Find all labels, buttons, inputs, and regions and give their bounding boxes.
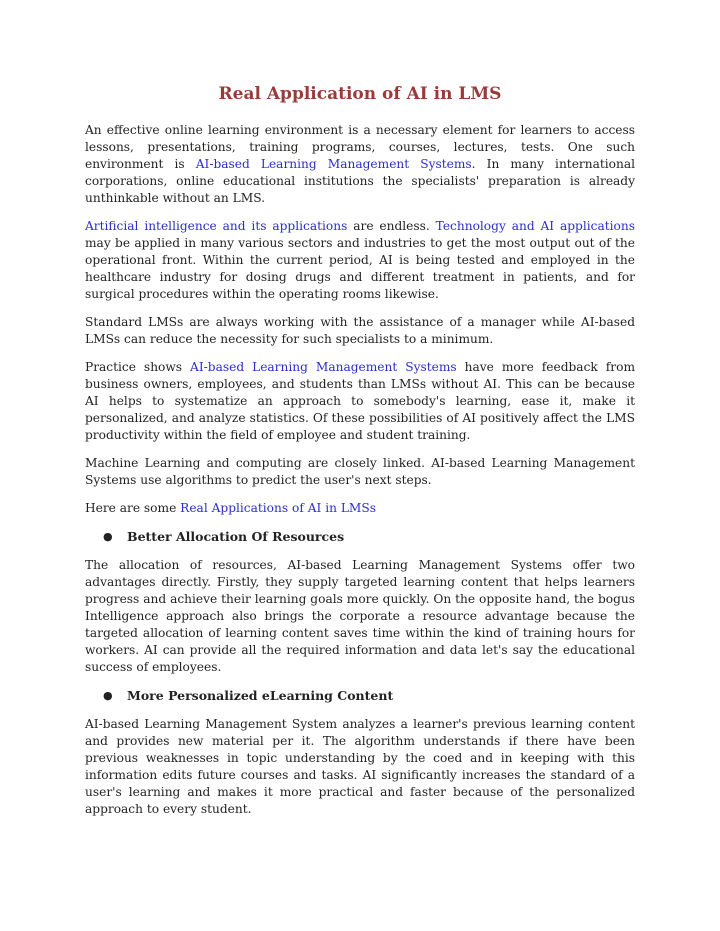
bullet-item-resources	[103, 528, 635, 545]
paragraph-text: Here are some	[85, 501, 181, 515]
paragraph-text: are endless.	[347, 219, 436, 233]
bullet-icon: ●	[103, 689, 113, 702]
paragraph-practice	[85, 359, 635, 444]
bullet-item-personalized	[103, 687, 635, 704]
document-body	[85, 84, 635, 829]
paragraph-text: . In many international corporations, online educational institutions the specialists' preparation is already unthinkable without an LMS.	[85, 157, 635, 205]
link-technology-ai-applications[interactable]: Technology and AI applications	[435, 219, 635, 233]
paragraph-personalized: AI-based Learning Management System analyzes a learner's previous learning content and provides new material per it. The algorithm understands if there have been previous weaknesses in topic understanding by the coed and in keeping with this information edits future courses and tasks. AI significantly increases the standard of a user's learning and makes it more practical and faster because of the personalized approach to every student.	[85, 717, 635, 816]
bullet-heading: Better Allocation Of Resources	[127, 529, 345, 544]
link-real-applications[interactable]: Real Applications of AI in LMSs	[180, 501, 377, 515]
page-title: Real Application of AI in LMS	[218, 84, 502, 104]
paragraph-text: may be applied in many various sectors and industries to get the most output out of the operational front. Within the current period, AI is being tested and employed in the healthcare industry for dosing drugs and different treatment in patients, and for surgical procedures within the operating rooms likewise.	[85, 236, 635, 301]
link-ai-applications[interactable]: Artificial intelligence and its applications	[85, 219, 348, 233]
paragraph-machine-learning: Machine Learning and computing are closely linked. AI-based Learning Management Systems use algorithms to predict the user's next steps.	[85, 456, 635, 487]
paragraph-text: Practice shows	[85, 360, 191, 374]
link-ai-based-lms-2[interactable]: AI-based Learning Management Systems	[190, 360, 457, 374]
bullet-icon: ●	[103, 530, 113, 543]
paragraph-applications	[85, 218, 635, 303]
paragraph-text: have more feedback from business owners, employees, and students than LMSs without AI. This can be because AI helps to systematize an approach to somebody's learning, ease it, make it personalized, and analyze statistics. Of these possibilities of AI positively affect the LMS productivity within the field of employee and student training.	[85, 360, 635, 442]
link-ai-based-lms[interactable]: AI-based Learning Management Systems	[195, 157, 472, 171]
paragraph-intro	[85, 122, 635, 207]
paragraph-text: An effective online learning environment is a necessary element for learners to access lessons, presentations, training programs, courses, lectures, tests. One such environment is	[85, 123, 635, 171]
paragraph-allocation: The allocation of resources, AI-based Learning Management Systems offer two advantages directly. Firstly, they supply targeted learning content that helps learners progress and achieve their learning goals more quickly. On the opposite hand, the bogus Intelligence approach also brings the corporate a resource advantage because the targeted allocation of learning content saves time within the kind of training hours for workers. AI can provide all the required information and data let's say the educational success of employees.	[85, 558, 635, 674]
paragraph-standard-lms: Standard LMSs are always working with the assistance of a manager while AI-based LMSs can reduce the necessity for such specialists to a minimum.	[85, 315, 635, 346]
paragraph-here-are	[85, 500, 635, 517]
bullet-heading: More Personalized eLearning Content	[127, 688, 394, 703]
